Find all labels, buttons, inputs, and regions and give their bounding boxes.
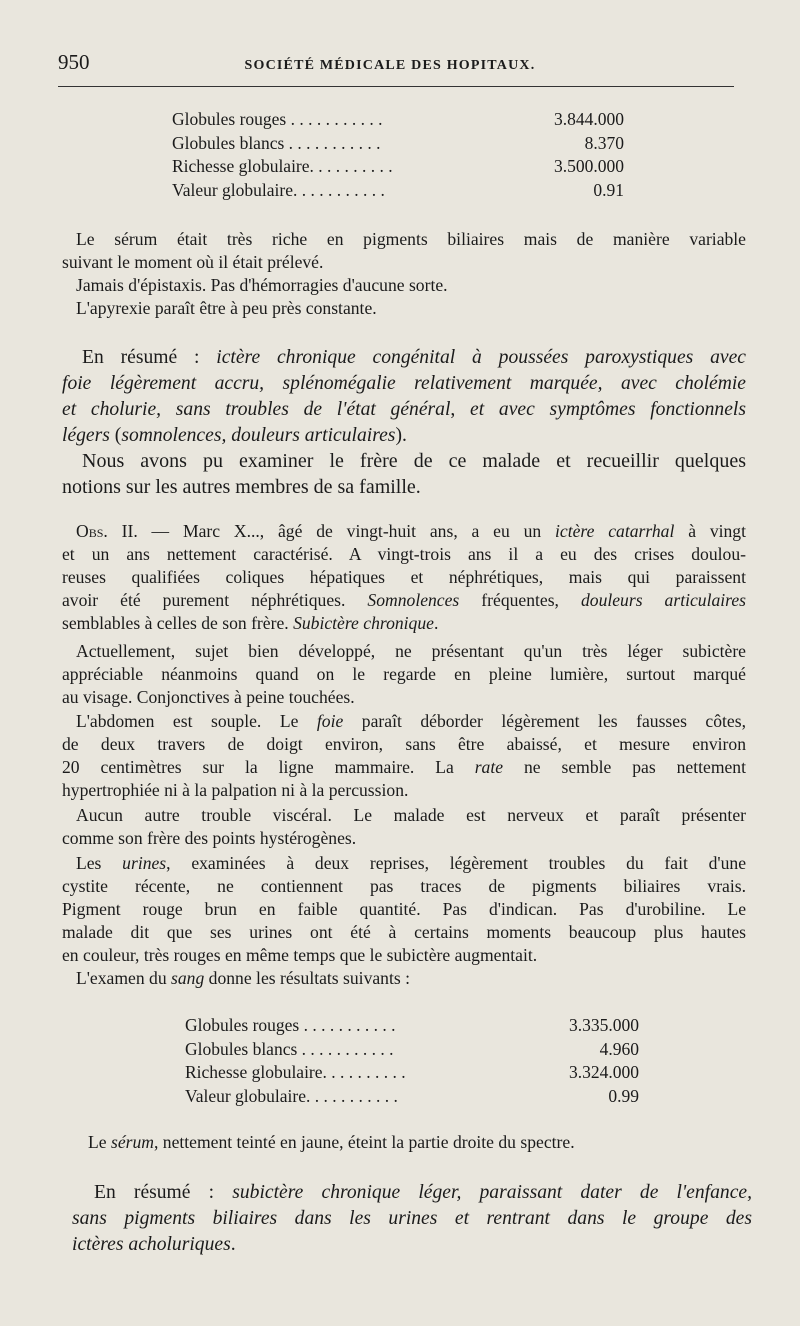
table-row bbox=[185, 1062, 639, 1086]
row-leader-dots: . . . . . . . . . . . bbox=[286, 109, 383, 129]
row-leader-dots: . . . . . . . . . . . bbox=[297, 1038, 394, 1059]
running-title: SOCIÉTÉ MÉDICALE DES HOPITAUX. bbox=[244, 58, 536, 73]
urine-paragraph: Les urines, examinées à deux reprises, légèrement troubles du fait d'une cystite récente, ne contiennent pas traces de pigments biliaires vrais. Pigment rouge brun en faible quantité. Pas d'indican. Pas d'urobiline. Le malade dit que ses urines ont été à certains moments beaucoup plus hautes en couleur, très rouges en même temps que le subictère augmentait. L'examen du sang donne les résultats suivants : bbox=[62, 853, 746, 988]
table-row bbox=[172, 156, 624, 180]
visceral-paragraph: Aucun autre trouble viscéral. Le malade est nerveux et paraît présenter comme son frère des points hystérogènes. bbox=[62, 805, 746, 848]
row-leader-dots: . . . . . . . . . . . bbox=[293, 179, 385, 200]
row-value: 0.99 bbox=[608, 1085, 639, 1106]
blood-count-table-2 bbox=[185, 1015, 639, 1109]
row-label: Globules blancs bbox=[185, 1038, 298, 1059]
row-leader-dots: . . . . . . . . . . bbox=[322, 1062, 406, 1082]
row-value: 0.91 bbox=[593, 179, 624, 200]
row-leader-dots: . . . . . . . . . . bbox=[309, 156, 393, 176]
resume-paragraph-1: En résumé : ictère chronique congénital à poussées paroxystiques avec foie légèrement accru, splénomégalie relativement marquée, avec cholémie et cholurie, sans troubles de l'état général, et avec symptômes fonctionnels légers (somnolences, douleurs articulaires). bbox=[62, 347, 746, 446]
table-row bbox=[185, 1015, 639, 1039]
observation-label: Obs. II. bbox=[76, 521, 138, 541]
row-label: Globules rouges bbox=[172, 109, 287, 129]
brother-paragraph: Nous avons pu examiner le frère de ce malade et recueillir quelques notions sur les autres membres de sa famille. bbox=[62, 450, 746, 498]
row-value: 3.500.000 bbox=[554, 156, 624, 176]
observation-2-paragraph: Obs. II. — Marc X..., âgé de vingt-huit ans, a eu un ictère catarrhal à vingt et un ans nettement caractérisé. A vingt-trois ans il a eu des crises doulou- reuses qualifiées coliques hépatiques et néphrétiques, mais qui paraissent avoir été purement néphrétiques. Somnolences fréquentes, douleurs articulaires semblables à celles de son frère. Subictère chronique. bbox=[62, 521, 747, 633]
table-row bbox=[185, 1039, 639, 1063]
page-header bbox=[58, 50, 734, 75]
row-label: Globules rouges bbox=[185, 1015, 300, 1035]
header-rule bbox=[58, 86, 734, 87]
row-leader-dots: . . . . . . . . . . . bbox=[299, 1015, 396, 1035]
table-row bbox=[172, 109, 624, 133]
row-value: 3.335.000 bbox=[569, 1015, 639, 1035]
row-leader-dots: . . . . . . . . . . . bbox=[284, 132, 381, 153]
row-label: Valeur globulaire bbox=[185, 1085, 306, 1106]
row-leader-dots: . . . . . . . . . . . bbox=[306, 1085, 398, 1106]
table-row bbox=[172, 180, 624, 204]
serum-paragraph-2: Le sérum, nettement teinté en jaune, éteint la partie droite du spectre. bbox=[88, 1132, 575, 1152]
abdomen-paragraph: L'abdomen est souple. Le foie paraît déborder légèrement les fausses côtes, de deux travers de doigt environ, sans être abaissé, et mesure environ 20 centimètres sur la ligne mammaire. La rate ne semble pas nettement hypertrophiée ni à la palpation ni à la percussion. bbox=[62, 711, 746, 800]
row-label: Richesse globulaire bbox=[185, 1062, 323, 1082]
table-row bbox=[172, 133, 624, 157]
row-label: Richesse globulaire bbox=[172, 156, 310, 176]
row-value: 3.324.000 bbox=[569, 1062, 639, 1082]
row-value: 8.370 bbox=[584, 132, 624, 153]
serum-paragraph: Le sérum était très riche en pigments biliaires mais de manière variable suivant le moment où il était prélevé. Jamais d'épistaxis. Pas d'hémorragies d'aucune sorte. L'apyrexie paraît être à peu près constante. bbox=[62, 229, 746, 318]
row-value: 3.844.000 bbox=[554, 109, 624, 129]
row-label: Valeur globulaire bbox=[172, 179, 293, 200]
blood-count-table-1 bbox=[172, 109, 624, 203]
page-number: 950 bbox=[58, 50, 90, 74]
current-state-paragraph: Actuellement, sujet bien développé, ne présentant qu'un très léger subictère appréciable néanmoins quand on le regarde en pleine lumière, surtout marqué au visage. Conjonctives à peine touchées. bbox=[62, 641, 746, 707]
row-label: Globules blancs bbox=[172, 132, 285, 153]
resume-paragraph-2: En résumé : subictère chronique léger, paraissant dater de l'enfance, sans pigments biliaires dans les urines et rentrant dans le groupe des ictères acholuriques. bbox=[72, 1182, 752, 1255]
row-value: 4.960 bbox=[599, 1038, 639, 1059]
table-row bbox=[185, 1086, 639, 1110]
